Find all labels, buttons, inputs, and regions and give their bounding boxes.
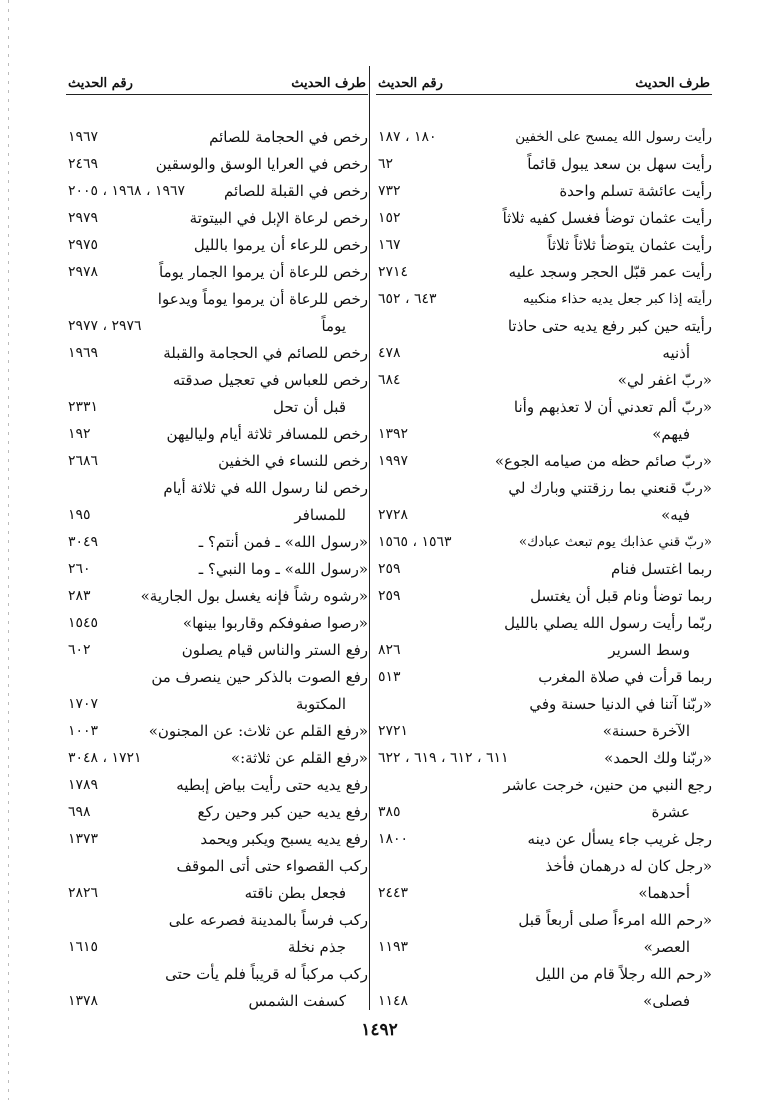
index-entry bbox=[66, 799, 368, 826]
number-header: رقم الحديث bbox=[378, 75, 443, 91]
title-header: طرف الحديث bbox=[291, 75, 366, 91]
index-entry bbox=[376, 313, 712, 340]
hadith-excerpt: رخص للرعاة أن يرموا يوماً ويدعوا bbox=[157, 290, 368, 308]
hadith-excerpt: العصر» bbox=[643, 938, 690, 956]
index-entry bbox=[376, 664, 712, 691]
hadith-excerpt: «رحم الله امرءاً صلى أربعاً قبل bbox=[518, 911, 712, 929]
left-column-header bbox=[66, 72, 368, 95]
index-entry bbox=[376, 826, 712, 853]
hadith-excerpt: «رحم الله رجلاً قام من الليل bbox=[535, 965, 712, 983]
hadith-excerpt: عشرة bbox=[651, 803, 690, 821]
index-entry bbox=[376, 718, 712, 745]
hadith-excerpt: رخص في القبلة للصائم bbox=[223, 182, 368, 200]
hadith-excerpt: «رفع القلم عن ثلاث: عن المجنون» bbox=[148, 722, 368, 740]
index-entry bbox=[376, 178, 712, 205]
right-column-header bbox=[376, 72, 712, 95]
hadith-excerpt: «ربّنا ولك الحمد» bbox=[604, 749, 712, 767]
hadith-excerpt: رخص للمسافر ثلاثة أيام ولياليهن bbox=[166, 425, 368, 443]
hadith-number: ٦٤٣ ، ٦٥٢ bbox=[378, 291, 437, 307]
hadith-number: ١١٤٨ bbox=[378, 993, 409, 1009]
index-entry bbox=[376, 448, 712, 475]
index-entry bbox=[66, 421, 368, 448]
hadith-number: ٦٢ bbox=[378, 156, 394, 172]
right-entries bbox=[376, 124, 712, 1015]
index-entry bbox=[66, 205, 368, 232]
hadith-number: ٢٧٢٨ bbox=[378, 507, 409, 523]
index-entry bbox=[376, 799, 712, 826]
hadith-number: ٢٩٧٩ bbox=[68, 210, 99, 226]
hadith-number: ٢٧١٤ bbox=[378, 264, 409, 280]
hadith-excerpt: رأيت عثمان يتوضأ ثلاثاً ثلاثاً bbox=[547, 236, 712, 254]
hadith-excerpt: للمسافر bbox=[294, 506, 346, 524]
index-entry bbox=[66, 610, 368, 637]
hadith-excerpt: رخص للعباس في تعجيل صدقته bbox=[172, 371, 368, 389]
hadith-excerpt: أحدهما» bbox=[638, 884, 690, 902]
hadith-excerpt: «ربّ اغفر لي» bbox=[617, 371, 712, 389]
hadith-excerpt: ربّما رأيت رسول الله يصلي بالليل bbox=[504, 614, 712, 632]
hadith-excerpt: رخص للرعاء أن يرموا بالليل bbox=[193, 236, 368, 254]
hadith-excerpt: «رفع القلم عن ثلاثة:» bbox=[230, 749, 368, 767]
index-entry bbox=[66, 259, 368, 286]
index-entry bbox=[376, 151, 712, 178]
hadith-excerpt: فيه» bbox=[661, 506, 690, 524]
hadith-number: ٦١١ ، ٦١٢ ، ٦١٩ ، ٦٢٢ bbox=[378, 750, 509, 766]
hadith-excerpt: قبل أن تحل bbox=[273, 398, 346, 416]
index-entry bbox=[376, 907, 712, 934]
left-entries bbox=[66, 124, 368, 1015]
index-entry bbox=[376, 124, 712, 151]
index-entry bbox=[66, 853, 368, 880]
binding-margin bbox=[8, 0, 9, 1100]
hadith-number: ٢٩٧٥ bbox=[68, 237, 99, 253]
hadith-number: ٢٨٢٦ bbox=[68, 885, 99, 901]
hadith-number: ٢٣٣١ bbox=[68, 399, 99, 415]
hadith-number: ١٥٢ bbox=[378, 210, 401, 226]
index-entry bbox=[376, 637, 712, 664]
hadith-number: ٢٤٤٣ bbox=[378, 885, 409, 901]
index-entry bbox=[376, 232, 712, 259]
index-entry bbox=[66, 232, 368, 259]
hadith-excerpt: رخص لنا رسول الله في ثلاثة أيام bbox=[163, 479, 368, 497]
right-column bbox=[376, 72, 712, 1015]
hadith-number: ٧٣٢ bbox=[378, 183, 401, 199]
hadith-excerpt: كسفت الشمس bbox=[248, 992, 346, 1010]
hadith-number: ١١٩٣ bbox=[378, 939, 409, 955]
hadith-excerpt: رجل غريب جاء يسأل عن دينه bbox=[527, 830, 712, 848]
index-entry bbox=[66, 502, 368, 529]
hadith-number: ١٩٩٧ bbox=[378, 453, 409, 469]
left-column bbox=[66, 72, 368, 1015]
hadith-excerpt: يوماً bbox=[321, 317, 346, 335]
hadith-excerpt: «رشوه رشاً فإنه يغسل بول الجارية» bbox=[140, 587, 368, 605]
index-entry bbox=[66, 475, 368, 502]
index-entry bbox=[376, 961, 712, 988]
index-entry bbox=[376, 772, 712, 799]
index-entry bbox=[66, 988, 368, 1015]
index-entry bbox=[66, 880, 368, 907]
hadith-number: ١٥٤٥ bbox=[68, 615, 99, 631]
hadith-number: ١٩٢ bbox=[68, 426, 91, 442]
hadith-excerpt: «رجل كان له درهمان فأخذ bbox=[545, 857, 712, 875]
hadith-number: ٢٩٧٦ ، ٢٩٧٧ bbox=[68, 318, 142, 334]
index-entry bbox=[376, 394, 712, 421]
hadith-number: ٥١٣ bbox=[378, 669, 401, 685]
column-divider bbox=[369, 66, 370, 1010]
hadith-excerpt: «ربّ صائم حظه من صيامه الجوع» bbox=[494, 452, 712, 470]
hadith-number: ٢٥٩ bbox=[378, 588, 401, 604]
hadith-number: ١٧٢١ ، ٣٠٤٨ bbox=[68, 750, 142, 766]
hadith-number: ٢٩٧٨ bbox=[68, 264, 99, 280]
hadith-excerpt: ركب القصواء حتى أتى الموقف bbox=[176, 857, 368, 875]
index-entry bbox=[376, 853, 712, 880]
hadith-excerpt: رأيت عمر قبّل الحجر وسجد عليه bbox=[508, 263, 712, 281]
hadith-excerpt: ربما قرأت في صلاة المغرب bbox=[538, 668, 712, 686]
index-entry bbox=[376, 367, 712, 394]
hadith-number: ١٥٦٣ ، ١٥٦٥ bbox=[378, 534, 452, 550]
hadith-number: ١٩٥ bbox=[68, 507, 91, 523]
hadith-excerpt: رفع يديه يسبح ويكبر ويحمد bbox=[200, 830, 368, 848]
hadith-excerpt: فجعل بطن ناقته bbox=[244, 884, 346, 902]
hadith-excerpt: رأيت رسول الله يمسح على الخفين bbox=[515, 129, 712, 145]
hadith-excerpt: «رسول الله» ـ وما النبي؟ ـ bbox=[198, 560, 368, 578]
index-entry bbox=[376, 556, 712, 583]
index-entry bbox=[66, 151, 368, 178]
hadith-excerpt: ربما اغتسل فنام bbox=[610, 560, 712, 578]
hadith-number: ١٣٧٣ bbox=[68, 831, 99, 847]
hadith-excerpt: رأيته حين كبر رفع يديه حتى حاذتا bbox=[507, 317, 712, 335]
number-header: رقم الحديث bbox=[68, 75, 133, 91]
hadith-excerpt: رفع يديه حتى رأيت بياض إبطيه bbox=[176, 776, 368, 794]
index-entry bbox=[66, 124, 368, 151]
hadith-excerpt: المكتوبة bbox=[295, 695, 346, 713]
index-entry bbox=[66, 718, 368, 745]
hadith-excerpt: ركب فرساً بالمدينة فصرعه على bbox=[168, 911, 368, 929]
index-entry bbox=[66, 367, 368, 394]
index-entry bbox=[66, 934, 368, 961]
hadith-excerpt: فصلى» bbox=[643, 992, 690, 1010]
title-header: طرف الحديث bbox=[635, 75, 710, 91]
hadith-number: ١٩٦٧ bbox=[68, 129, 99, 145]
hadith-number: ١٣٩٢ bbox=[378, 426, 409, 442]
index-entry bbox=[66, 394, 368, 421]
hadith-number: ١٨٠٠ bbox=[378, 831, 409, 847]
index-entry bbox=[376, 286, 712, 313]
hadith-excerpt: ربما توضأ ونام قبل أن يغتسل bbox=[530, 587, 712, 605]
hadith-number: ٦٩٨ bbox=[68, 804, 91, 820]
page-number: ١٤٩٢ bbox=[361, 1020, 398, 1040]
index-entry bbox=[376, 502, 712, 529]
hadith-number: ٦٨٤ bbox=[378, 372, 401, 388]
hadith-excerpt: رخص للرعاة أن يرموا الجمار يوماً bbox=[159, 263, 368, 281]
index-entry bbox=[376, 610, 712, 637]
index-entry bbox=[66, 340, 368, 367]
hadith-excerpt: «رصوا صفوفكم وقاربوا بينها» bbox=[182, 614, 368, 632]
hadith-excerpt: رخص في العرايا الوسق والوسقين bbox=[155, 155, 368, 173]
hadith-excerpt: فيهم» bbox=[652, 425, 690, 443]
hadith-excerpt: «رسول الله» ـ فمن أنتم؟ ـ bbox=[198, 533, 368, 551]
hadith-excerpt: رخص في الحجامة للصائم bbox=[209, 128, 368, 146]
index-entry bbox=[66, 286, 368, 313]
hadith-number: ٢٤٦٩ bbox=[68, 156, 99, 172]
index-entry bbox=[376, 259, 712, 286]
index-entry bbox=[66, 529, 368, 556]
index-entry bbox=[66, 583, 368, 610]
hadith-excerpt: رخص لرعاة الإبل في البيتوتة bbox=[189, 209, 368, 227]
hadith-number: ١٣٧٨ bbox=[68, 993, 99, 1009]
index-entry bbox=[66, 745, 368, 772]
hadith-excerpt: ركب مركباً له قريباً فلم يأت حتى bbox=[165, 965, 368, 983]
index-entry bbox=[66, 637, 368, 664]
index-entry bbox=[66, 961, 368, 988]
hadith-number: ٢٥٩ bbox=[378, 561, 401, 577]
hadith-excerpt: أذنيه bbox=[662, 344, 690, 362]
index-entry bbox=[376, 529, 712, 556]
hadith-excerpt: رخص للنساء في الخفين bbox=[218, 452, 368, 470]
hadith-number: ١٧٨٩ bbox=[68, 777, 99, 793]
index-entry bbox=[66, 691, 368, 718]
index-entry bbox=[66, 826, 368, 853]
hadith-excerpt: رفع الصوت بالذكر حين ينصرف من bbox=[151, 668, 368, 686]
hadith-number: ٢٦٠ bbox=[68, 561, 91, 577]
hadith-excerpt: رجع النبي من حنين، خرجت عاشر bbox=[503, 776, 712, 794]
index-entry bbox=[66, 448, 368, 475]
hadith-excerpt: «ربّ قني عذابك يوم تبعث عبادك» bbox=[518, 534, 712, 550]
hadith-excerpt: رأيت سهل بن سعد يبول قائماً bbox=[527, 155, 712, 173]
hadith-excerpt: الآخرة حسنة» bbox=[602, 722, 690, 740]
index-entry bbox=[376, 691, 712, 718]
index-entry bbox=[66, 178, 368, 205]
hadith-excerpt: رفع يديه حين كبر وحين ركع bbox=[197, 803, 368, 821]
index-entry bbox=[66, 313, 368, 340]
hadith-excerpt: وسط السرير bbox=[608, 641, 690, 659]
index-entry bbox=[66, 556, 368, 583]
index-entry bbox=[376, 340, 712, 367]
hadith-number: ٣٠٤٩ bbox=[68, 534, 99, 550]
hadith-excerpt: رخص للصائم في الحجامة والقبلة bbox=[163, 344, 368, 362]
index-entry bbox=[376, 988, 712, 1015]
index-entry bbox=[376, 205, 712, 232]
hadith-excerpt: «ربّ قنعني بما رزقتني وبارك لي bbox=[508, 479, 712, 497]
hadith-excerpt: جذم نخلة bbox=[287, 938, 346, 956]
index-entry bbox=[66, 772, 368, 799]
hadith-number: ٨٢٦ bbox=[378, 642, 401, 658]
index-entry bbox=[376, 475, 712, 502]
hadith-number: ١٩٦٩ bbox=[68, 345, 99, 361]
index-entry bbox=[376, 745, 712, 772]
hadith-number: ٢٧٢١ bbox=[378, 723, 409, 739]
hadith-number: ١٦١٥ bbox=[68, 939, 99, 955]
hadith-number: ١٠٠٣ bbox=[68, 723, 99, 739]
hadith-number: ١٨٠ ، ١٨٧ bbox=[378, 129, 437, 145]
hadith-number: ٣٨٥ bbox=[378, 804, 401, 820]
hadith-number: ١٦٧ bbox=[378, 237, 401, 253]
hadith-excerpt: رأيته إذا كبر جعل يديه حذاء منكبيه bbox=[522, 291, 712, 307]
index-entry bbox=[376, 880, 712, 907]
hadith-number: ٢٨٣ bbox=[68, 588, 91, 604]
index-entry bbox=[376, 583, 712, 610]
hadith-excerpt: رأيت عائشة تسلم واحدة bbox=[559, 182, 712, 200]
hadith-number: ١٩٦٧ ، ١٩٦٨ ، ٢٠٠٥ bbox=[68, 183, 186, 199]
index-entry bbox=[376, 934, 712, 961]
hadith-excerpt: رفع الستر والناس قيام يصلون bbox=[181, 641, 368, 659]
index-entry bbox=[66, 664, 368, 691]
hadith-number: ٤٧٨ bbox=[378, 345, 401, 361]
hadith-number: ١٧٠٧ bbox=[68, 696, 99, 712]
hadith-excerpt: «ربّنا آتنا في الدنيا حسنة وفي bbox=[529, 695, 712, 713]
index-entry bbox=[376, 421, 712, 448]
hadith-number: ٢٦٨٦ bbox=[68, 453, 99, 469]
index-entry bbox=[66, 907, 368, 934]
hadith-excerpt: «ربّ ألم تعدني أن لا تعذبهم وأنا bbox=[513, 398, 712, 416]
hadith-excerpt: رأيت عثمان توضأ فغسل كفيه ثلاثاً bbox=[502, 209, 712, 227]
hadith-number: ٦٠٢ bbox=[68, 642, 91, 658]
